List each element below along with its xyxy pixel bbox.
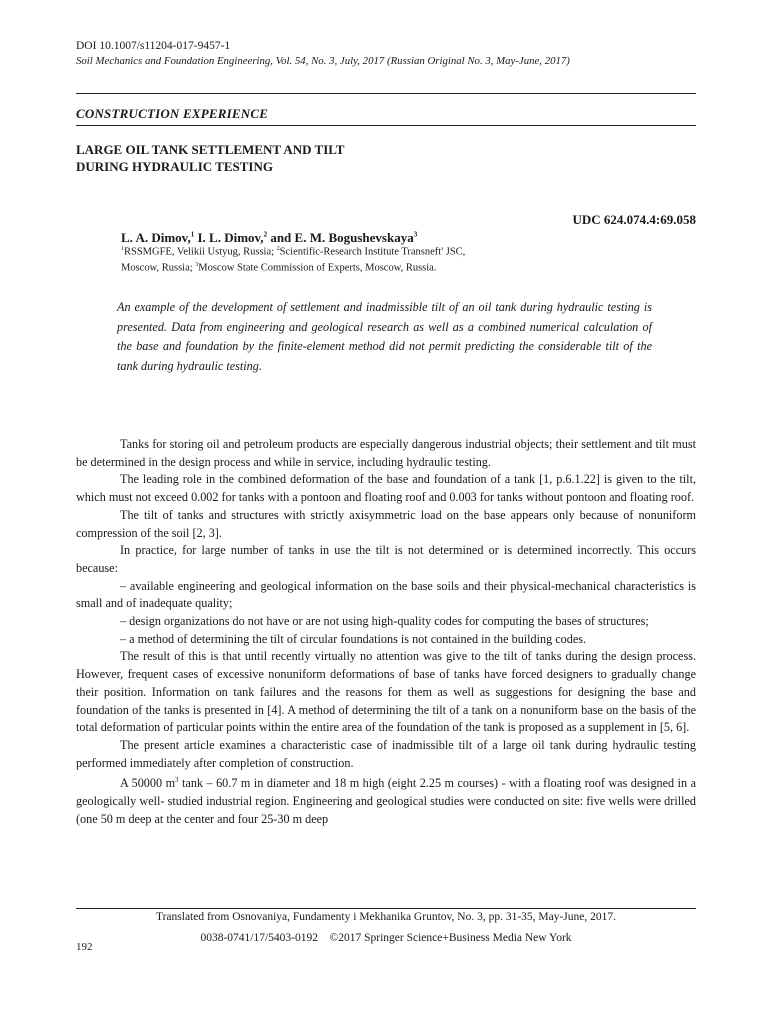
issn-copyright — [76, 932, 696, 944]
paper-title — [76, 141, 344, 175]
section-rule — [76, 125, 696, 126]
paragraph-7: – a method of determining the tilt of circular foundations is not contained in the building codes. — [120, 631, 587, 646]
affil-1-sup: 1 — [121, 246, 124, 252]
body-text — [76, 436, 696, 829]
title-line-2: DURING HYDRAULIC TESTING — [76, 159, 273, 174]
paragraph-10-start: A 50000 m — [120, 776, 176, 791]
author-3: and E. M. Bogushevskaya — [267, 230, 414, 245]
header-rule — [76, 93, 696, 94]
udc-code: UDC 624.074.4:69.058 — [572, 212, 696, 227]
footer-rule — [76, 908, 696, 909]
cubic-superscript: 3 — [175, 776, 179, 785]
section-label: CONSTRUCTION EXPERIENCE — [76, 106, 269, 121]
paragraph-8: The result of this is that until recently virtually no attention was give to the tilt of tanks during the design process. However, frequent cases of excessive nonuniform deformations of base of tanks have forced designers to gradually change their position. Information on tank failures and the reasons for them as well as suggestions for designing the base and foundation of the tanks is presented in [4]. A method of determining the tilt of a tank on a nonuniform base on the basis of the total deformation of particular points within the entire area of the foundation of the tank is proposed as a supplement in [5, 6]. — [76, 649, 696, 735]
paragraph-5: – available engineering and geological information on the base soils and their physical-mechanical characteristics is small and of inadequate quality; — [76, 578, 696, 611]
author-3-sup: 3 — [413, 230, 418, 239]
author-2: I. L. Dimov, — [194, 230, 264, 245]
author-2-sup: 2 — [263, 230, 268, 239]
affiliations — [121, 243, 466, 274]
paragraph-1: Tanks for storing oil and petroleum products are especially dangerous industrial objects; their settlement and tilt must be determined in the design process and while in service, including hydraulic testing. — [76, 437, 696, 469]
translation-note: Translated from Osnovaniya, Fundamenty i Mekhanika Gruntov, No. 3, pp. 31-35, May-June, 2017. — [155, 911, 617, 923]
issn: 0038-0741/17/5403-0192 — [200, 932, 319, 944]
paragraph-10 — [76, 772, 696, 828]
paragraph-6: – design organizations do not have or are not using high-quality codes for computing the bases of structures; — [120, 614, 649, 629]
paragraph-4: In practice, for large number of tanks in use the tilt is not determined or is determined incorrectly. This occurs because: — [76, 543, 696, 575]
affil-2-sup: 2 — [276, 246, 280, 252]
paragraph-10-rest: tank – 60.7 m in diameter and 18 m high (eight 2.25 m courses) - with a floating roof was designed in a geologically well- studied industrial region. Engineering and geological studies were conducted on site: five wells were drilled (one 50 m deep at the center and four 25-30 m deep — [76, 776, 696, 826]
author-1-sup: 1 — [190, 230, 195, 239]
affil-3: Moscow State Commission of Experts, Moscow, Russia. — [198, 262, 437, 273]
doi-line: DOI 10.1007/s11204-017-9457-1 — [76, 40, 231, 52]
journal-citation: Soil Mechanics and Foundation Engineering, Vol. 54, No. 3, July, 2017 (Russian Original No. 3, May-June, 2017) — [76, 55, 570, 67]
affil-3-sup: 3 — [195, 261, 199, 268]
paragraph-9: The present article examines a characteristic case of inadmissible tilt of a large oil tank during hydraulic testing performed immediately after completion of construction. — [76, 737, 696, 770]
copyright: ©2017 Springer Science+Business Media New York — [329, 932, 572, 944]
paragraph-3: The tilt of tanks and structures with strictly axisymmetric load on the base appears only because of nonuniform compression of the soil [2, 3]. — [76, 507, 696, 540]
author-1: L. A. Dimov, — [121, 230, 191, 245]
affil-1: RSSMGFE, Velikii Ustyug, Russia; — [124, 246, 277, 258]
page-number: 192 — [76, 941, 93, 953]
affil-2: Scientific-Research Institute Transneft' JSC, Moscow, Russia; — [121, 246, 466, 273]
title-line-1: LARGE OIL TANK SETTLEMENT AND TILT — [76, 142, 345, 157]
paragraph-2: The leading role in the combined deformation of the base and foundation of a tank [1, p.6.1.22] is given to the tilt, which must not exceed 0.002 for tanks with a pontoon and floating roof and 0.003 for tanks without pontoon and floating roof. — [76, 472, 696, 505]
abstract: An example of the development of settlement and inadmissible tilt of an oil tank during hydraulic testing is presented. Data from engineering and geological research as well as a combined numerical calculation of the base and foundation by the finite-element method did not permit predicting the considerable tilt of the tank during hydraulic testing. — [117, 300, 652, 373]
